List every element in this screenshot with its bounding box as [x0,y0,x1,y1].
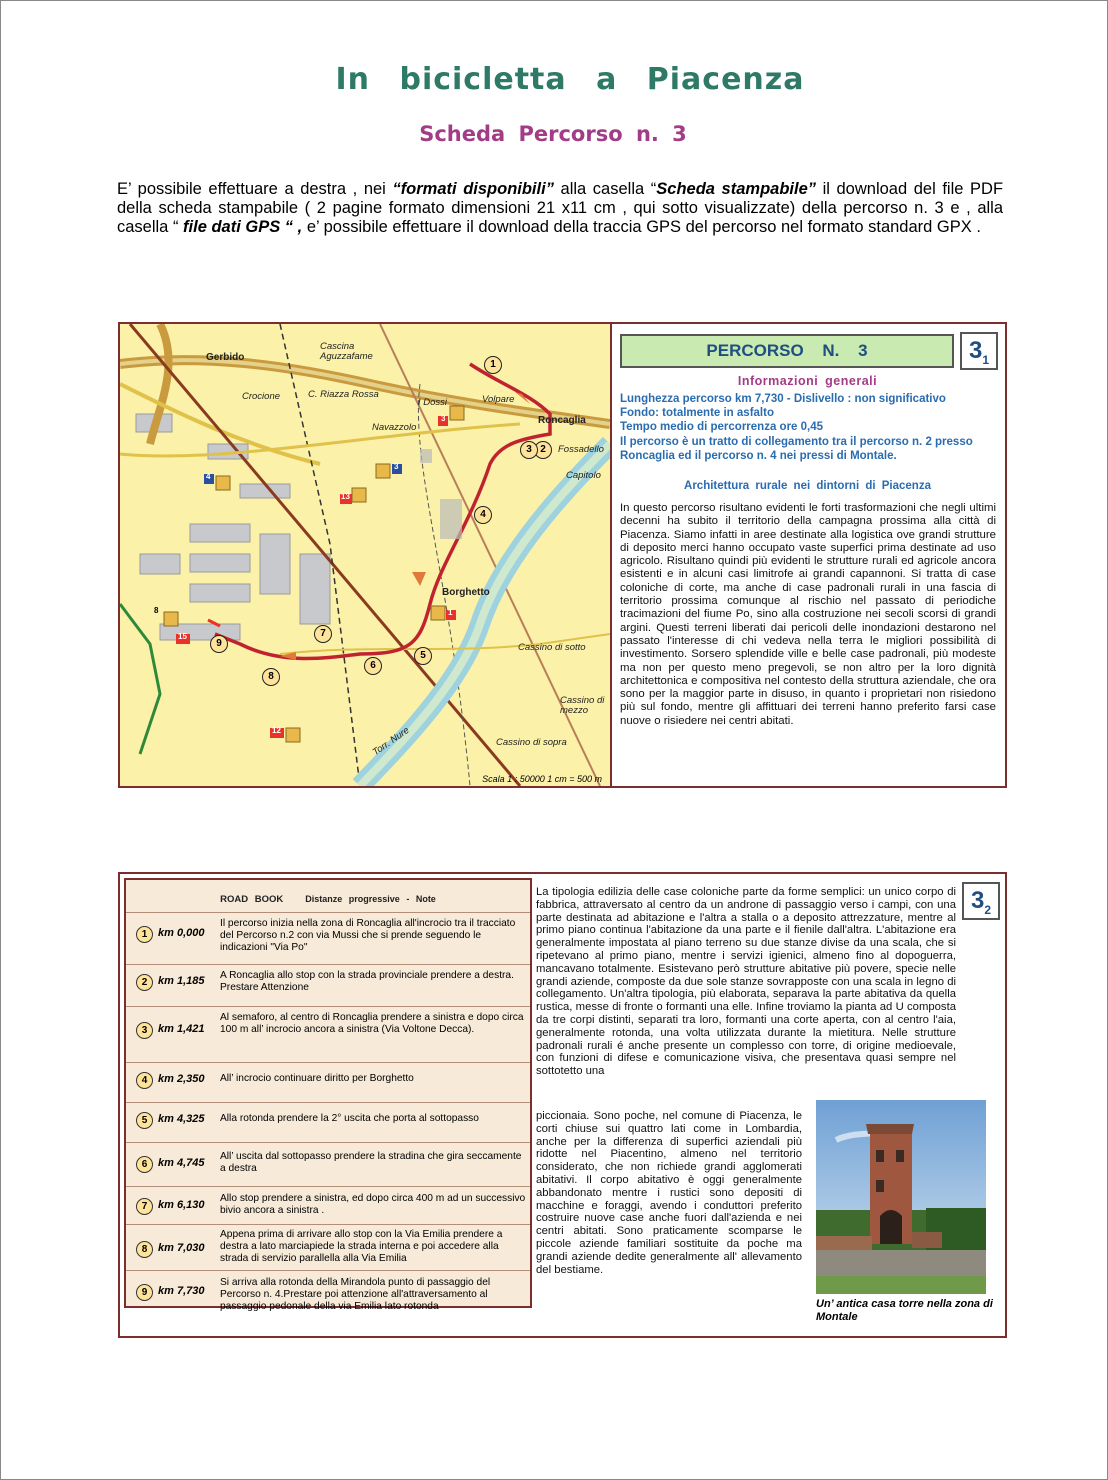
stat-connection: Il percorso è un tratto di collegamento tra il percorso n. 2 presso Roncaglia ed il percorso n. 4 nei pressi di Montale. [620,435,973,462]
step-text: All’ uscita dal sottopasso prendere la stradina che gira seccamente a destra [220,1151,522,1174]
step-marker: 6 [136,1156,153,1173]
intro-text-1: E’ possibile effettuare a destra , nei [117,180,393,198]
percorso-title: PERCORSO N. 3 [620,334,954,368]
route-card-page-1 [118,322,1007,788]
intro-text-4: e’ possibile effettuare il download della traccia GPS del percorso nel formato standard GPX . [302,218,981,236]
map-label-i-dossi: I Dossi [418,397,448,408]
step-km: km 6,130 [158,1199,205,1211]
map-marker-6[interactable]: 6 [364,657,382,675]
step-km: km 7,030 [158,1242,205,1254]
step-marker: 7 [136,1198,153,1215]
map-label-fossadello: Fossadello [558,444,604,455]
step-km: km 0,000 [158,927,205,939]
intro-paragraph [117,180,1003,237]
map-label-capitolo: Capitolo [566,470,601,481]
road-book-row [126,964,530,999]
step-marker: 3 [136,1022,153,1039]
road-book-row [126,1062,530,1095]
file-dati-gps-link[interactable]: file dati GPS “ , [178,218,303,236]
photo-caption: Un’ antica casa torre nella zona di Montale [816,1298,993,1323]
map-label-torr-nure: Torr. Nure [370,724,412,759]
road-book-row [126,1006,530,1055]
map-marker-1[interactable]: 1 [484,356,502,374]
road-book-row [126,1224,530,1271]
step-km: km 7,730 [158,1285,205,1297]
route-stats [620,392,996,463]
map-label-crocione: Crocione [242,391,281,402]
map-marker-4[interactable]: 4 [474,506,492,524]
step-km: km 4,745 [158,1157,205,1169]
step-text: Alla rotonda prendere la 2° uscita che porta al sottopasso [220,1113,479,1124]
corpo-abitativo-text: piccionaia. Sono poche, nel comune di Piacenza, le corti chiuse sui quattro lati come in Lombardia, anche per la differenza di superfici aziendali più ridotte nel Piacentino, almeno nel territorio considerato, che non richiede grandi agglomerati abitativi. Il corpo abitativo è oggi generalmente abbandonato mentre i rustici sono depositi di macchine e foraggi, avendo i conduttori preferito costruire nuove case anche fuori dall'azienda e nei centri abitati. Sono praticamente scomparse le piccole aziende familiari sostituite da poche ma grandi aziende dedite generalmente all' allevamento del bestiame. [536,1110,802,1276]
map-marker-5[interactable]: 5 [414,647,432,665]
step-marker: 1 [136,926,153,943]
map-sign-12: 12 [272,726,281,735]
map-sign-3: 3 [441,414,446,423]
page-title: In bicicletta a Piacenza [335,62,805,97]
road-book [124,878,532,1312]
map-marker-7[interactable]: 7 [314,625,332,643]
road-book-row [126,912,530,955]
architettura-heading: Architettura rurale nei dintorni di Piacenza [684,480,931,492]
map-label-navazzolo: Navazzolo [372,422,417,433]
map-sign-8: 8 [154,606,159,615]
map-label-riazza-rossa: C. Riazza Rossa [308,389,379,400]
stat-surface: Fondo: totalmente in asfalto [620,407,774,420]
badge-subnumber: 2 [984,902,992,917]
informazioni-heading: Informazioni generali [737,374,878,388]
step-marker: 5 [136,1112,153,1129]
step-marker: 4 [136,1072,153,1089]
formati-disponibili-link[interactable]: “formati disponibili” [392,180,554,198]
intro-text-2: alla casella “ [553,180,657,198]
step-text: All’ incrocio continuare diritto per Borghetto [220,1073,414,1084]
page-badge-1 [960,332,998,370]
route-info-panel [612,324,1003,786]
map-label-cassino-di-mezzo: Cassino di mezzo [560,695,605,716]
step-text: A Roncaglia allo stop con la strada provinciale prendere a destra. Prestare Attenzione [220,970,514,993]
step-text: Si arriva alla rotonda della Mirandola punto di passaggio del Percorso n. 4.Prestare poi attenzione all'attraversamento al passaggio pedonale della via Emilia lato rotonda [220,1277,491,1312]
step-text: Al semaforo, al centro di Roncaglia prendere a sinistra e dopo circa 100 m all’ incrocio ancora a sinistra (Via Voltone Decca). [220,1012,524,1035]
map-marker-9[interactable]: 9 [210,635,228,653]
map-sign-15: 15 [178,632,187,641]
road-book-heading [126,894,530,905]
step-marker: 8 [136,1241,153,1258]
step-marker: 9 [136,1284,153,1301]
step-km: km 1,185 [158,975,205,987]
step-km: km 1,421 [158,1023,205,1035]
architettura-body: In questo percorso risultano evidenti le forti trasformazioni che negli ultimi decenni ha subito il territorio della campagna prossima alla città di Piacenza. Siamo infatti in aree destinate alla logistica ove grandi strutture di deposito merci hanno occupato vaste superfici prima destinate ad uso agricolo. Risultano quindi più evidenti le strutture rurali ed agricole ancora esistenti e in alcuni casi limitrofe ai grandi capannoni. Si tratta di case coloniche di corte, ma anche di case padronali rurali in una fascia di territorio prossima comunque al rischio nel passato di periodiche tracimazioni del fiume Po, sino alla costruzione nei secoli scorsi di grandi argini. Questi terreni liberati dai pericoli delle inondazioni destarono nel passato l'interesse di chi vedeva nella terra le migliori possibilità di investimento. Sorsero splendide ville e belle case padronali, più modeste ma non per questo meno pregevoli, se non altro per la loro dignità architettonica e compositiva nel contesto della struttura aziendale, che ora sono per la maggior parte in disuso, in quanto i proprietari non risiedono più sul fondo, mentre gli affittuari dei terreni hanno preferito farsi case nuove o risiedere nei centri abitati. [620,502,996,727]
step-text: Il percorso inizia nella zona di Roncaglia all'incrocio tra il tracciato del Percorso n.2 con via Mussi che si prende seguendo le indicazioni "Via Po" [220,918,516,953]
map-marker-2[interactable]: 2 [534,441,552,459]
stat-time: Tempo medio di percorrenza ore 0,45 [620,421,824,434]
road-book-row [126,1102,530,1135]
route-card-page-2 [118,872,1007,1338]
badge-subnumber: 1 [982,352,990,367]
map-sign-3b: 3 [394,462,399,471]
road-book-row [126,1186,530,1223]
badge-number: 3 [968,337,983,364]
step-km: km 2,350 [158,1073,205,1085]
route-map[interactable] [120,324,612,786]
road-book-row [126,1142,530,1183]
map-label-volpare: Volpare [482,394,515,405]
map-label-cassino-di-sotto: Cassino di sotto [518,642,586,653]
stat-length: Lunghezza percorso km 7,730 - Dislivello : non significativo [620,393,946,405]
map-label-gerbido: Gerbido [206,352,245,363]
map-sign-1: 1 [448,608,453,617]
map-marker-8[interactable]: 8 [262,668,280,686]
page-badge-2 [962,882,1000,920]
map-label-cascina-aguzzafame: Cascina Aguzzafame [320,341,373,362]
step-text: Appena prima di arrivare allo stop con la Via Emilia prendere a destra a lato marciapiede la strada interna e poi accedere alla strada di servizio parallella alla Via Emilia [220,1229,503,1264]
map-scale: Scala 1 : 50000 1 cm = 500 m [482,774,602,784]
map-label-cassino-di-sopra: Cassino di sopra [496,737,567,748]
step-text: Allo stop prendere a sinistra, ed dopo circa 400 m ad un successivo bivio ancora a sinistra . [220,1193,526,1216]
map-marker-3[interactable]: 3 [520,441,538,459]
intro-text-3: il download del file PDF della scheda stampabile ( 2 pagine formato dimensioni 21 x11 cm , qui sotto visualizzate) della percorso n. 3 e , alla casella “ [117,180,1004,236]
map-sign-13: 13 [341,492,350,501]
page-subtitle: Scheda Percorso n. 3 [419,122,687,146]
casa-torre-photo [816,1100,986,1294]
map-label-borghetto: Borghetto [442,587,490,598]
map-sign-4: 4 [206,472,211,481]
casa-torre-image [816,1100,986,1294]
road-book-subtitle: Distanze progressive - Note [305,894,436,904]
scheda-stampabile-link[interactable]: Scheda stampabile” [656,180,816,198]
map-label-roncaglia: Roncaglia [538,415,586,426]
step-km: km 4,325 [158,1113,205,1125]
road-book-row [126,1270,530,1312]
badge-number: 3 [970,887,985,914]
road-book-title: ROAD BOOK [220,894,284,905]
step-marker: 2 [136,974,153,991]
tipologia-text: La tipologia edilizia delle case coloniche parte da forme semplici: un unico corpo di fabbrica, attraversato al centro da un androne di passaggio verso i campi, con una parte destinata ad abitazione e l'altra a stalla o a deposito attrezzature, mentre al primo piano continua l'abitazione da una parte e il fienile dall'altra. L'abitazione era generalmente impostata al piano terreno su due stanze divise da una scala, che si ripetevano al primo piano, mentre i servizi igienici, almeno fino al dopoguerra, mancavano totalmente. Esistevano però strutture abitative più povere, specie nelle grandi aziende, composte da due sole stanze sovrapposte con una scala in legno di collegamento. Un'altra tipologia, più elaborata, separava la parte abitativa da quella rustica, messe di fronte o formanti una elle. Infine troviamo la pianta ad U composta da tre corpi distinti, separati tra loro, formanti una corte aperta, con al centro l'aia, generalmente rotonda, una volta utilizzata durante la mietitura. Nelle strutture padronali rurali é anche presente un complesso con torre, di origine medioevale, con funzioni di difese e comunicazione visiva, che presentava quasi sempre nel sottotetto una [536,886,956,1078]
